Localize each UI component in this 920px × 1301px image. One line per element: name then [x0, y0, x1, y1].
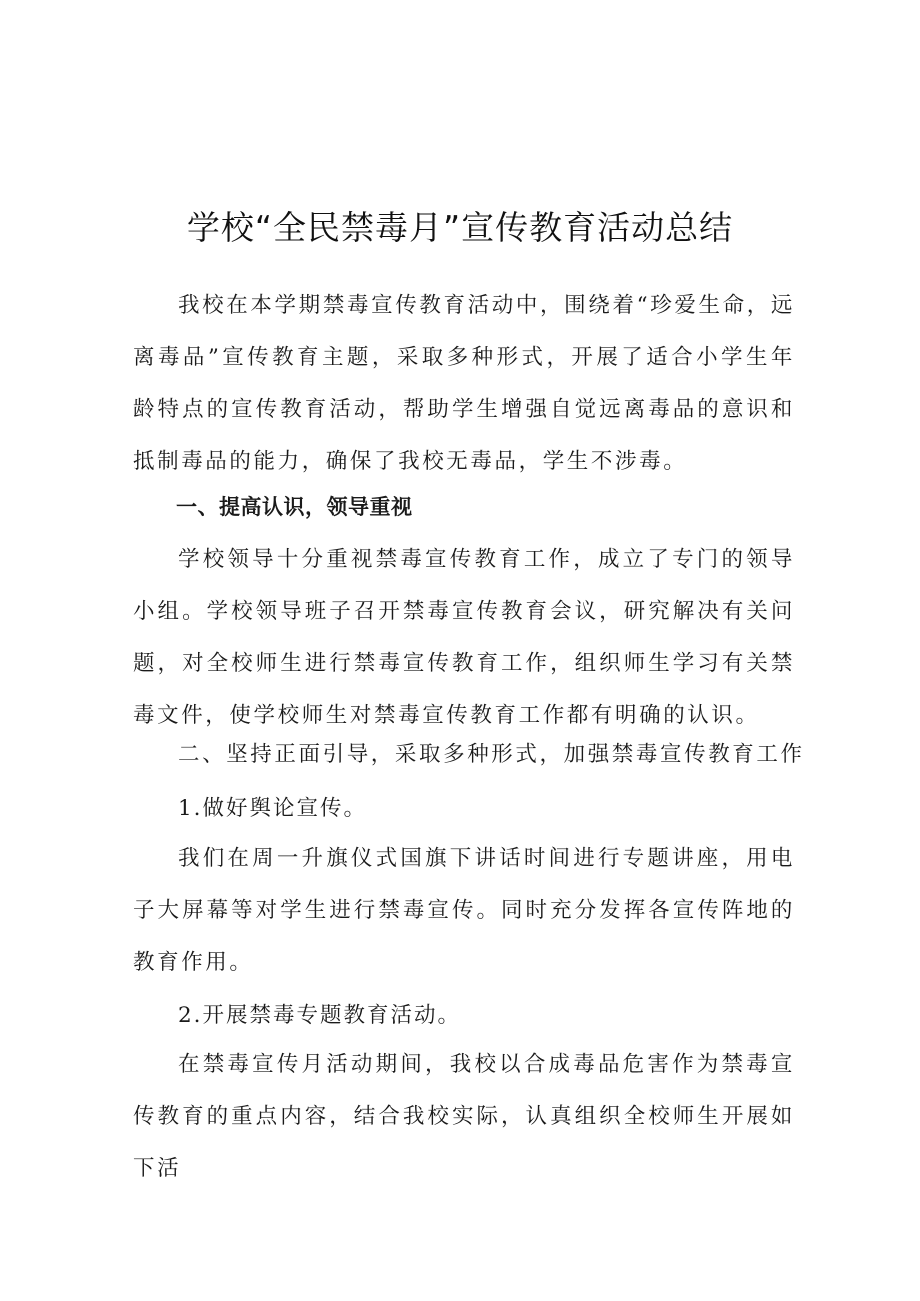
item2-paragraph: 在禁毒宣传月活动期间，我校以合成毒品危害作为禁毒宣传教育的重点内容，结合我校实际，认真组织全校师生开展如下活	[133, 1052, 795, 1181]
item2-heading: 2.开展禁毒专题教育活动。	[178, 1003, 462, 1028]
section2-heading: 二、坚持正面引导，采取多种形式，加强禁毒宣传教育工作	[178, 742, 805, 767]
item1-paragraph: 我们在周一升旗仪式国旗下讲话时间进行专题讲座，用电子大屏幕等对学生进行禁毒宣传。同时充分发挥各宣传阵地的教育作用。	[133, 846, 795, 975]
intro-paragraph: 我校在本学期禁毒宣传教育活动中，围绕着“珍爱生命，远离毒品”宣传教育主题，采取多种形式，开展了适合小学生年龄特点的宣传教育活动，帮助学生增强自觉远离毒品的意识和抵制毒品的能力，确保了我校无毒品，学生不涉毒。	[133, 293, 795, 474]
section1-paragraph: 学校领导十分重视禁毒宣传教育工作，成立了专门的领导小组。学校领导班子召开禁毒宣传教育会议，研究解决有关问题，对全校师生进行禁毒宣传教育工作，组织师生学习有关禁毒文件，使学校师生对禁毒宣传教育工作都有明确的认识。	[133, 547, 795, 728]
item1-heading: 1.做好舆论宣传。	[178, 796, 368, 821]
document-title: 学校“全民禁毒月”宣传教育活动总结	[186, 208, 734, 247]
section1-heading: 一、提高认识，领导重视	[176, 495, 413, 519]
